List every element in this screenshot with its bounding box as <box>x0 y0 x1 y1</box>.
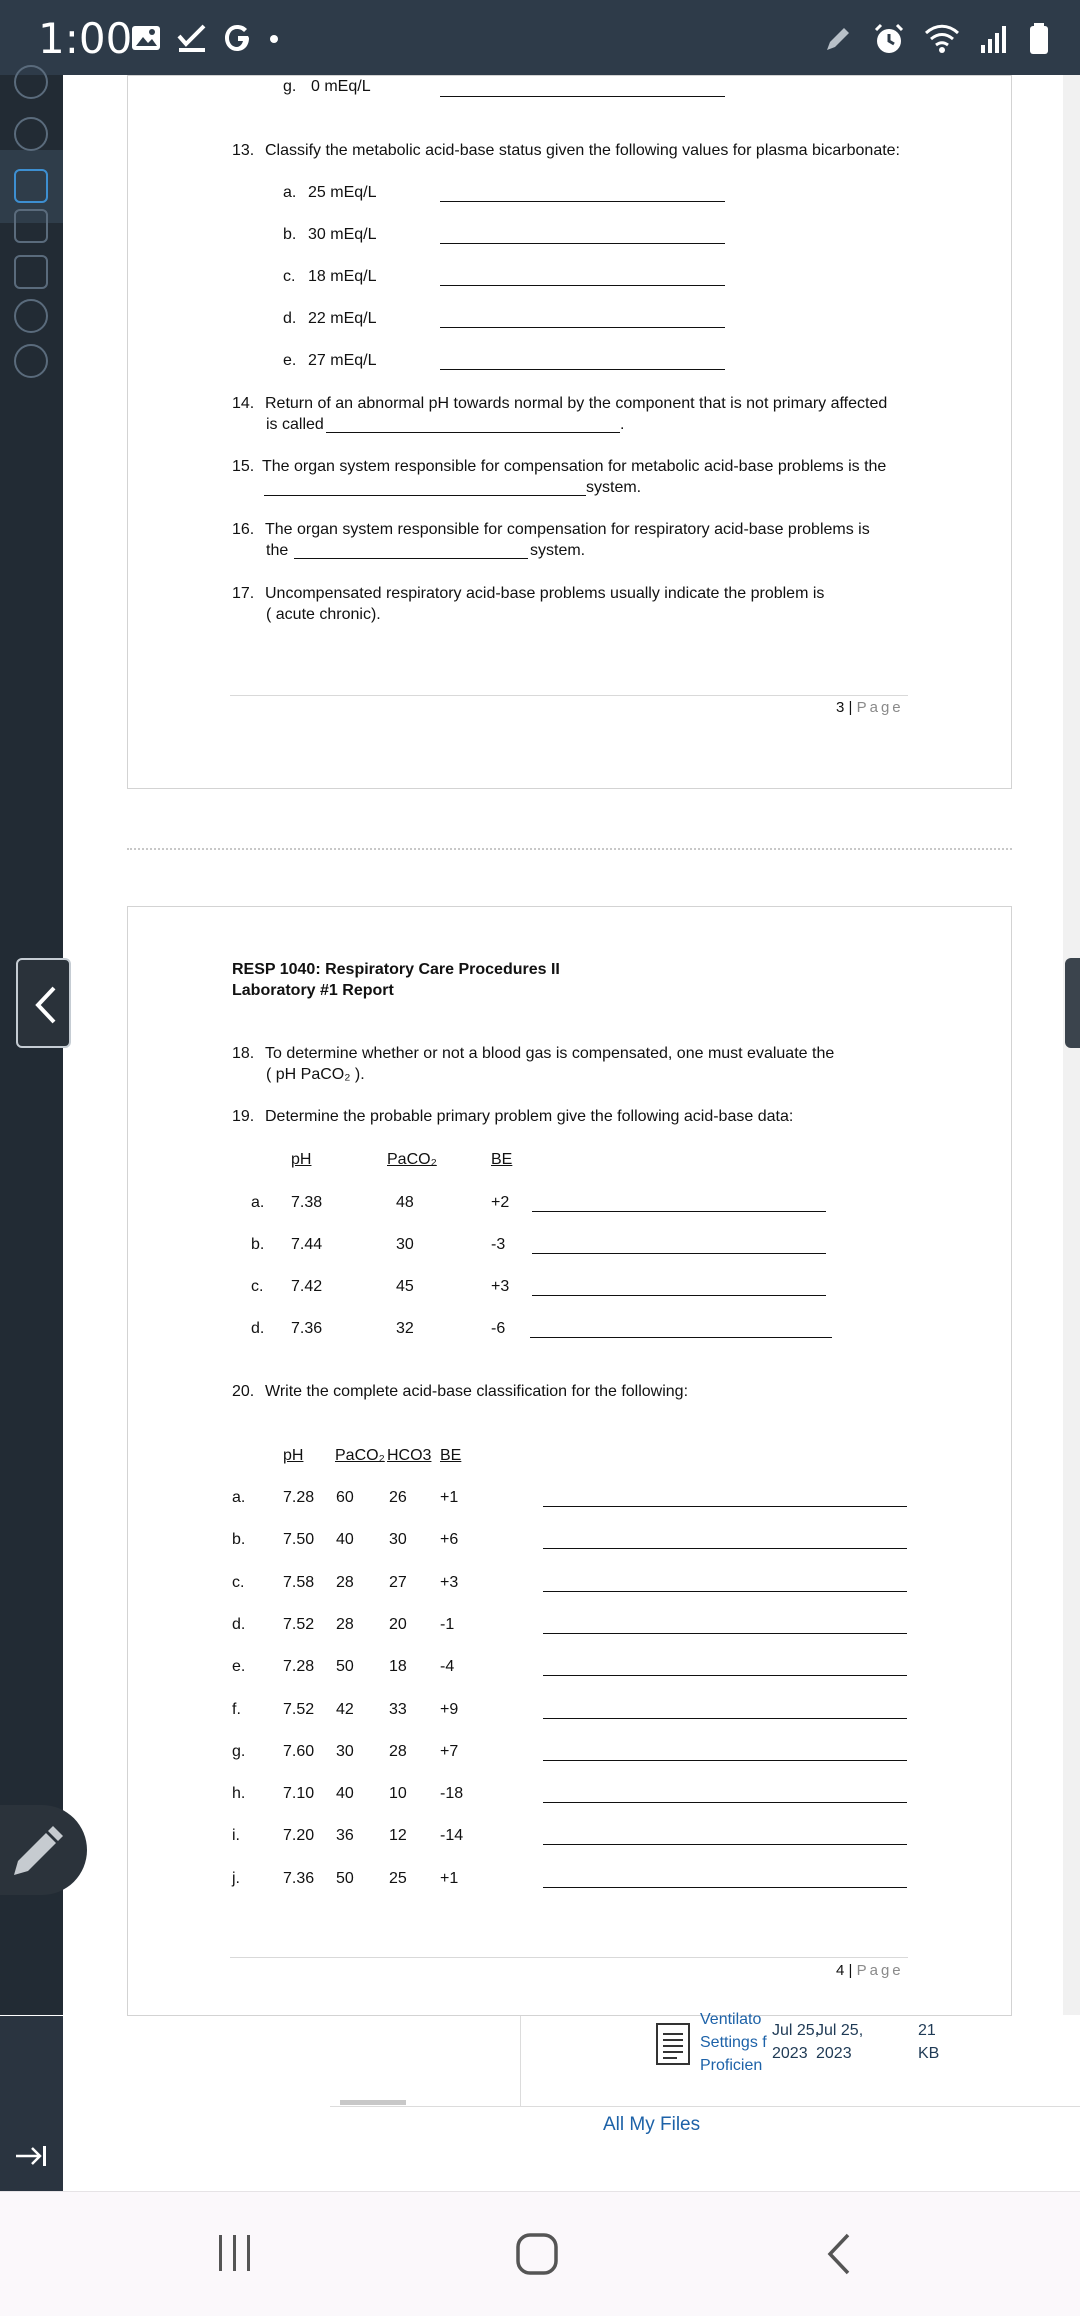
page-number-separator: | <box>848 1962 853 1979</box>
q20-row-hco3: 30 <box>389 1531 407 1548</box>
all-my-files-link[interactable]: All My Files <box>603 2114 701 2135</box>
q19-row-ph: 7.44 <box>291 1236 323 1253</box>
q15-line1: The organ system responsible for compensation for metabolic acid-base problems is the <box>262 458 887 475</box>
answer-line <box>543 1844 907 1845</box>
q20-row-letter: e. <box>232 1658 246 1675</box>
q15-number: 15. <box>232 458 255 475</box>
q20-row-letter: a. <box>232 1489 246 1506</box>
q20-row-hco3: 27 <box>389 1574 407 1591</box>
q17-line2: ( acute chronic). <box>266 606 381 623</box>
status-time: 1:00 <box>38 14 133 63</box>
answer-line <box>532 1253 826 1254</box>
q19-row-letter: c. <box>251 1278 264 1295</box>
q20-row-be: +7 <box>440 1743 459 1760</box>
page-number-4 <box>836 1962 904 1979</box>
answer-line <box>543 1506 907 1507</box>
column-divider <box>520 2016 521 2106</box>
q19-row-be: -3 <box>491 1236 506 1253</box>
q20-row-hco3: 33 <box>389 1701 407 1718</box>
q20-row-ph: 7.20 <box>283 1827 315 1844</box>
q20-row-hco3: 18 <box>389 1658 407 1675</box>
task-check-icon <box>176 22 208 54</box>
file-size-value: 21 <box>918 2022 936 2039</box>
q19-row-paco2: 45 <box>396 1278 414 1295</box>
q17-line1: Uncompensated respiratory acid-base problems usually indicate the problem is <box>265 585 825 602</box>
q20-row-be: +3 <box>440 1574 459 1591</box>
q20-row-be: -1 <box>440 1616 455 1633</box>
q19-row-ph: 7.36 <box>291 1320 323 1337</box>
answer-line <box>543 1760 907 1761</box>
collapse-sidebar-icon[interactable] <box>14 2144 48 2168</box>
alarm-icon <box>872 22 906 56</box>
q13-item-value: 18 mEq/L <box>308 268 377 285</box>
q20-row-ph: 7.60 <box>283 1743 315 1760</box>
q19-row-letter: d. <box>251 1320 265 1337</box>
q20-row-ph: 7.52 <box>283 1701 315 1718</box>
battery-icon <box>1028 22 1050 56</box>
answer-line <box>294 558 528 559</box>
sidebar-courses-icon[interactable] <box>14 169 48 203</box>
q19-header-paco2: PaCO₂ <box>387 1151 437 1168</box>
q20-row-letter: j. <box>232 1870 240 1887</box>
answer-line <box>326 432 620 433</box>
sidebar-bottom <box>0 2016 63 2191</box>
answer-line <box>264 495 586 496</box>
answer-line <box>543 1675 907 1676</box>
q20-row-paco2: 60 <box>336 1489 354 1506</box>
q19-row-paco2: 32 <box>396 1320 414 1337</box>
row-divider <box>330 2106 1080 2107</box>
q13-text: Classify the metabolic acid-base status given the following values for plasma bicarbonate: <box>265 142 900 159</box>
q14-line1: Return of an abnormal pH towards normal by the component that is not primary affected <box>265 395 888 412</box>
q18-number: 18. <box>232 1045 255 1062</box>
answer-line <box>543 1548 907 1549</box>
sidebar-calendar-icon[interactable] <box>14 209 48 243</box>
q13-item-value: 30 mEq/L <box>308 226 377 243</box>
chevron-left-icon <box>18 960 73 1050</box>
answer-line <box>440 285 725 286</box>
q20-row-hco3: 26 <box>389 1489 407 1506</box>
q19-row-ph: 7.42 <box>291 1278 323 1295</box>
sidebar-history-icon[interactable] <box>14 299 48 333</box>
next-page-handle[interactable] <box>1065 958 1080 1048</box>
document-page-4 <box>127 906 1012 2016</box>
q20-row-letter: d. <box>232 1616 246 1633</box>
status-system-icons <box>822 22 1050 56</box>
wifi-icon <box>924 23 960 55</box>
page-number-word: Page <box>856 699 904 716</box>
q13-item-letter: e. <box>283 352 297 369</box>
q20-row-ph: 7.36 <box>283 1870 315 1887</box>
q14-number: 14. <box>232 395 255 412</box>
q20-row-paco2: 40 <box>336 1531 354 1548</box>
q19-number: 19. <box>232 1108 255 1125</box>
back-button[interactable] <box>822 2232 854 2276</box>
file-size-unit: KB <box>918 2045 940 2062</box>
page-number-value: 3 <box>836 699 845 716</box>
q19-row-be: +2 <box>491 1194 510 1211</box>
q16-line2b: system. <box>530 542 586 559</box>
q18-line1: To determine whether or not a blood gas is compensated, one must evaluate the <box>265 1045 835 1062</box>
q16-line2a: the <box>266 542 289 559</box>
q20-header-paco2: PaCO₂ <box>335 1447 385 1464</box>
sidebar-help-icon[interactable] <box>14 344 48 378</box>
q20-row-paco2: 28 <box>336 1616 354 1633</box>
answer-line <box>440 201 725 202</box>
q20-row-hco3: 10 <box>389 1785 407 1802</box>
answer-line <box>543 1718 907 1719</box>
recent-apps-button[interactable] <box>214 2232 256 2274</box>
q20-row-be: -18 <box>440 1785 464 1802</box>
q20-row-paco2: 42 <box>336 1701 354 1718</box>
file-modified-year: 2023 <box>816 2045 852 2062</box>
sidebar-dashboard-icon[interactable] <box>14 117 48 151</box>
report-header-line1: RESP 1040: Respiratory Care Procedures II <box>232 961 560 978</box>
q20-row-paco2: 28 <box>336 1574 354 1591</box>
q20-row-hco3: 12 <box>389 1827 407 1844</box>
answer-line <box>532 1211 826 1212</box>
q20-row-hco3: 28 <box>389 1743 407 1760</box>
q20-row-letter: h. <box>232 1785 246 1802</box>
page-number-separator: | <box>848 699 853 716</box>
scroll-indicator <box>340 2100 406 2105</box>
answer-line <box>543 1633 907 1634</box>
pencil-icon <box>0 1805 87 1895</box>
q12-item-value: 0 mEq/L <box>311 78 371 95</box>
q20-row-paco2: 40 <box>336 1785 354 1802</box>
q20-row-be: +1 <box>440 1870 459 1887</box>
page-number-word: Page <box>856 1962 904 1979</box>
answer-line <box>543 1887 907 1888</box>
system-navigation-bar <box>0 2191 1080 2316</box>
q20-row-be: +6 <box>440 1531 459 1548</box>
q13-item-letter: d. <box>283 310 297 327</box>
q20-row-ph: 7.52 <box>283 1616 315 1633</box>
q20-row-letter: b. <box>232 1531 246 1548</box>
q18-line2: ( pH PaCO₂ ). <box>266 1066 365 1083</box>
pen-icon <box>822 23 854 55</box>
q15-line2: system. <box>586 479 642 496</box>
answer-line <box>440 327 725 328</box>
q20-row-be: +9 <box>440 1701 459 1718</box>
q14-end: . <box>620 416 625 433</box>
answer-line <box>543 1802 907 1803</box>
q19-text: Determine the probable primary problem give the following acid-base data: <box>265 1108 794 1125</box>
answer-line <box>532 1295 826 1296</box>
page-number-value: 4 <box>836 1962 845 1979</box>
document-file-icon <box>655 2022 691 2066</box>
q20-text: Write the complete acid-base classification for the following: <box>265 1383 689 1400</box>
q19-row-ph: 7.38 <box>291 1194 323 1211</box>
home-button[interactable] <box>515 2232 559 2276</box>
answer-line <box>440 96 725 97</box>
q13-item-letter: b. <box>283 226 297 243</box>
q20-row-letter: i. <box>232 1827 240 1844</box>
q19-row-be: +3 <box>491 1278 510 1295</box>
q20-row-ph: 7.50 <box>283 1531 315 1548</box>
signal-icon <box>978 23 1010 55</box>
q20-row-paco2: 30 <box>336 1743 354 1760</box>
q20-row-letter: c. <box>232 1574 245 1591</box>
file-created-date: Jul 25, <box>772 2022 820 2039</box>
q19-row-paco2: 48 <box>396 1194 414 1211</box>
q17-number: 17. <box>232 585 255 602</box>
q16-number: 16. <box>232 521 255 538</box>
q20-row-ph: 7.28 <box>283 1658 315 1675</box>
q20-row-paco2: 50 <box>336 1658 354 1675</box>
status-notification-icons <box>130 22 280 54</box>
q19-row-letter: b. <box>251 1236 265 1253</box>
q20-row-hco3: 25 <box>389 1870 407 1887</box>
q20-row-ph: 7.28 <box>283 1489 315 1506</box>
q20-header-ph: pH <box>283 1447 304 1464</box>
sidebar-inbox-icon[interactable] <box>14 255 48 289</box>
q20-row-be: -4 <box>440 1658 455 1675</box>
file-name-line[interactable]: Proficien <box>700 2057 763 2074</box>
q12-item-letter: g. <box>283 78 297 95</box>
answer-line <box>440 243 725 244</box>
q13-item-letter: c. <box>283 268 296 285</box>
file-name-line[interactable]: Settings f <box>700 2034 767 2051</box>
google-icon <box>222 22 254 54</box>
q13-item-value: 22 mEq/L <box>308 310 377 327</box>
q20-header-hco3: HCO3 <box>387 1447 432 1464</box>
dot-indicator-icon <box>268 22 280 54</box>
status-bar <box>0 0 1080 75</box>
q20-row-be: -14 <box>440 1827 464 1844</box>
q13-item-value: 25 mEq/L <box>308 184 377 201</box>
q20-row-ph: 7.58 <box>283 1574 315 1591</box>
q20-row-letter: f. <box>232 1701 241 1718</box>
q20-row-ph: 7.10 <box>283 1785 315 1802</box>
q19-row-paco2: 30 <box>396 1236 414 1253</box>
annotate-button[interactable] <box>0 1805 87 1895</box>
report-header-line2: Laboratory #1 Report <box>232 982 394 999</box>
answer-line <box>440 369 725 370</box>
page-footer-rule <box>230 1957 908 1958</box>
answer-line <box>530 1337 832 1338</box>
q13-item-value: 27 mEq/L <box>308 352 377 369</box>
answer-line <box>543 1591 907 1592</box>
q14-line2: is called <box>266 416 324 433</box>
q16-line1: The organ system responsible for compensation for respiratory acid-base problems is <box>265 521 870 538</box>
q20-row-hco3: 20 <box>389 1616 407 1633</box>
q19-row-letter: a. <box>251 1194 265 1211</box>
file-modified-date: Jul 25, <box>816 2022 864 2039</box>
file-list-panel <box>0 2016 1080 2191</box>
q13-item-letter: a. <box>283 184 297 201</box>
sidebar-account-icon[interactable] <box>14 65 48 99</box>
page-separator <box>127 848 1012 850</box>
q20-row-paco2: 36 <box>336 1827 354 1844</box>
q20-number: 20. <box>232 1383 255 1400</box>
q19-header-be: BE <box>491 1151 513 1168</box>
q20-header-be: BE <box>440 1447 462 1464</box>
page-footer-rule <box>230 695 908 696</box>
q20-row-be: +1 <box>440 1489 459 1506</box>
q19-row-be: -6 <box>491 1320 506 1337</box>
q13-number: 13. <box>232 142 255 159</box>
q19-header-ph: pH <box>291 1151 312 1168</box>
previous-page-button[interactable] <box>16 958 71 1048</box>
file-name-line[interactable]: Ventilato <box>700 2011 762 2028</box>
q20-row-paco2: 50 <box>336 1870 354 1887</box>
file-created-year: 2023 <box>772 2045 808 2062</box>
q20-row-letter: g. <box>232 1743 246 1760</box>
page-number-3 <box>836 699 904 716</box>
image-notification-icon <box>130 22 162 54</box>
